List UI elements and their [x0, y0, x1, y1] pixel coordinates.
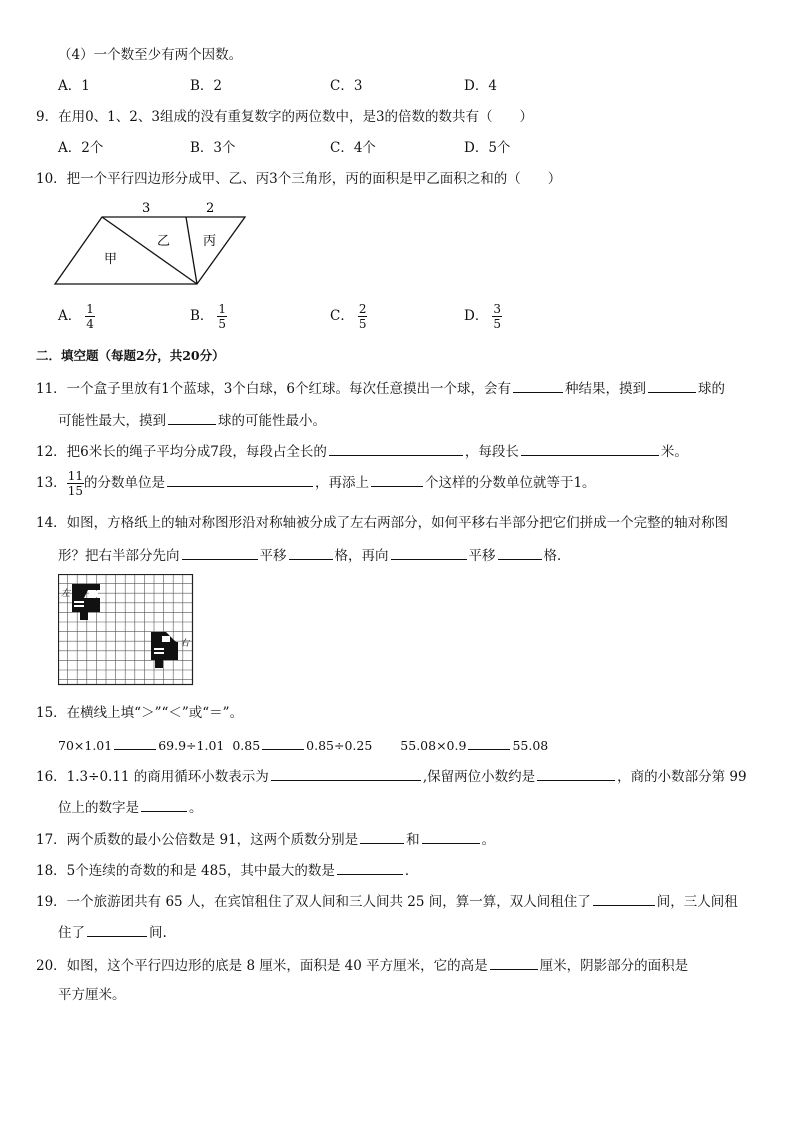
question-12 — [36, 441, 688, 461]
answer-blank[interactable] — [521, 441, 659, 456]
numerator: 2 — [358, 302, 367, 316]
answer-blank[interactable] — [371, 472, 423, 487]
fraction — [85, 303, 95, 330]
answer-blank[interactable] — [593, 891, 655, 906]
expr: 55.08 — [512, 738, 549, 753]
denominator: 15 — [67, 484, 83, 498]
text: 住了 — [58, 925, 85, 941]
option-prefix: B． — [190, 308, 214, 324]
text: 位上的数字是 — [58, 800, 139, 816]
text: 的分数单位是 — [83, 475, 165, 491]
question-15-text: 15．在横线上填“＞”“＜”或“＝”。 — [36, 705, 244, 721]
label-right: 右 — [180, 639, 190, 649]
car-right-half — [151, 632, 178, 668]
question-18 — [36, 860, 418, 880]
denominator: 5 — [493, 317, 501, 331]
denominator: 5 — [218, 317, 227, 331]
text: 形？把右半部分先向 — [58, 548, 180, 564]
numerator: 3 — [493, 302, 501, 316]
denominator: 5 — [358, 317, 367, 331]
answer-blank[interactable] — [141, 797, 187, 812]
label-top-left: 3 — [142, 201, 151, 216]
answer-blank[interactable] — [289, 545, 333, 560]
answer-blank[interactable] — [537, 766, 615, 781]
text: 厘米，阴影部分的面积是 — [539, 958, 689, 974]
numerator: 11 — [67, 469, 83, 483]
answer-blank[interactable] — [271, 766, 421, 781]
text: 17．两个质数的最小公倍数是 91，这两个质数分别是 — [36, 832, 359, 848]
text: ，每段长 — [464, 444, 519, 460]
answer-blank[interactable] — [360, 829, 404, 844]
text: 平移 — [259, 548, 287, 564]
option-a — [58, 301, 95, 331]
text: 18．5个连续的奇数的和是 485，其中最大的数是 — [36, 863, 335, 879]
divider-line — [186, 217, 197, 284]
answer-blank[interactable] — [168, 410, 216, 425]
option-prefix: D． — [464, 308, 489, 324]
option-b: B．3个 — [190, 140, 236, 156]
text: ，再添上 — [314, 475, 369, 491]
answer-blank[interactable] — [182, 545, 258, 560]
label-top-right: 2 — [206, 201, 215, 216]
option-a: A．2个 — [58, 140, 104, 156]
expr: 0.85 — [232, 738, 261, 753]
text: 平移 — [468, 548, 496, 564]
text: 间，三人间租 — [656, 894, 738, 910]
option-prefix: C． — [330, 308, 354, 324]
answer-blank[interactable] — [648, 378, 696, 393]
text: 16．1.3÷0.11 的商用循环小数表示为 — [36, 769, 269, 785]
option-d: D．5个 — [464, 140, 511, 156]
question-20-line1 — [36, 955, 688, 975]
question-11-line1 — [36, 378, 725, 398]
question-17 — [36, 829, 495, 849]
region-label-a: 甲 — [104, 252, 118, 267]
text: 12．把6米长的绳子平均分成7段，每段占全长的 — [36, 444, 327, 460]
text: 米。 — [660, 444, 688, 460]
option-b — [190, 301, 227, 331]
text: 个这样的分数单位就等于1。 — [424, 475, 596, 491]
question-14-line1: 14．如图，方格纸上的轴对称图形沿对称轴被分成了左右两部分，如何平移右半部分把它们拼成一个完整的轴对称图 — [36, 515, 729, 531]
option-prefix: A． — [58, 308, 82, 324]
answer-blank[interactable] — [498, 545, 542, 560]
text: 13． — [36, 475, 67, 491]
numerator: 1 — [86, 302, 94, 316]
question-11-line2 — [58, 410, 326, 430]
text: 20．如图，这个平行四边形的底是 8 厘米，面积是 40 平方厘米，它的高是 — [36, 958, 488, 974]
option-c: C．3 — [330, 78, 363, 94]
option-c: C．4个 — [330, 140, 376, 156]
expr: 70×1.01 — [58, 738, 113, 753]
grid-figure — [58, 574, 194, 688]
car-left-half — [72, 584, 100, 620]
fraction — [492, 303, 502, 330]
question-13 — [36, 468, 596, 498]
answer-blank[interactable] — [337, 860, 403, 875]
answer-blank[interactable] — [513, 378, 563, 393]
denominator: 4 — [86, 317, 94, 331]
question-14-line2 — [58, 545, 571, 565]
text: 11．一个盒子里放有1个蓝球，3个白球，6个红球。每次任意摸出一个球，会有 — [36, 381, 511, 397]
text: ． — [404, 863, 419, 879]
fraction — [67, 470, 84, 497]
answer-blank[interactable] — [167, 472, 313, 487]
answer-blank[interactable] — [490, 955, 538, 970]
text: 球的 — [697, 381, 725, 397]
text: 。 — [481, 832, 496, 848]
diagonal-line — [102, 217, 197, 284]
answer-blank[interactable] — [422, 829, 480, 844]
numerator: 1 — [218, 302, 227, 316]
text: 种结果，摸到 — [564, 381, 646, 397]
option-c — [330, 301, 367, 331]
option-b: B．2 — [190, 78, 223, 94]
answer-blank[interactable] — [329, 441, 463, 456]
answer-blank[interactable] — [87, 922, 147, 937]
question-19-line2 — [58, 922, 167, 942]
region-label-b: 乙 — [157, 234, 171, 249]
text: 球的可能性最小。 — [218, 413, 326, 429]
text: 间. — [149, 925, 167, 941]
answer-blank[interactable] — [262, 735, 304, 750]
answer-blank[interactable] — [468, 735, 510, 750]
option-a: A．1 — [58, 78, 90, 94]
question-15-items — [58, 735, 548, 755]
fraction — [217, 303, 227, 330]
text: 格． — [543, 548, 571, 564]
question-16-line1 — [36, 766, 747, 786]
question-9-text: 9．在用0、1、2、3组成的没有重复数字的两位数中，是3的倍数的数共有（ ） — [36, 109, 534, 125]
fraction — [358, 303, 368, 330]
section-title: 二．填空题（每题2分，共20分） — [36, 348, 225, 363]
text: ,保留两位小数约是 — [422, 769, 536, 785]
text: 和 — [406, 832, 420, 848]
expr: 0.85÷0.25 — [306, 738, 373, 753]
answer-blank[interactable] — [114, 735, 156, 750]
answer-blank[interactable] — [391, 545, 467, 560]
question-20-line2: 平方厘米。 — [58, 987, 126, 1003]
question-16-line2 — [58, 797, 203, 817]
question-19-line1 — [36, 891, 738, 911]
text: 格，再向 — [334, 548, 389, 564]
label-left: 左 — [61, 589, 71, 599]
option-d: D．4 — [464, 78, 497, 94]
expr: 55.08×0.9 — [400, 738, 467, 753]
text: ，商的小数部分第 99 — [617, 769, 747, 785]
region-label-c: 丙 — [203, 234, 217, 249]
text: 可能性最大，摸到 — [58, 413, 166, 429]
option-d — [464, 301, 502, 331]
question-10-text: 10．把一个平行四边形分成甲、乙、丙3个三角形，丙的面积是甲乙面积之和的（ ） — [36, 171, 562, 187]
parallelogram-figure — [50, 196, 260, 292]
text: 。 — [189, 800, 203, 816]
question-8-4-text: （4）一个数至少有两个因数。 — [58, 47, 243, 63]
text: 19．一个旅游团共有 65 人，在宾馆租住了双人间和三人间共 25 间，算一算，双人间租住了 — [36, 894, 591, 910]
expr: 69.9÷1.01 — [158, 738, 225, 753]
